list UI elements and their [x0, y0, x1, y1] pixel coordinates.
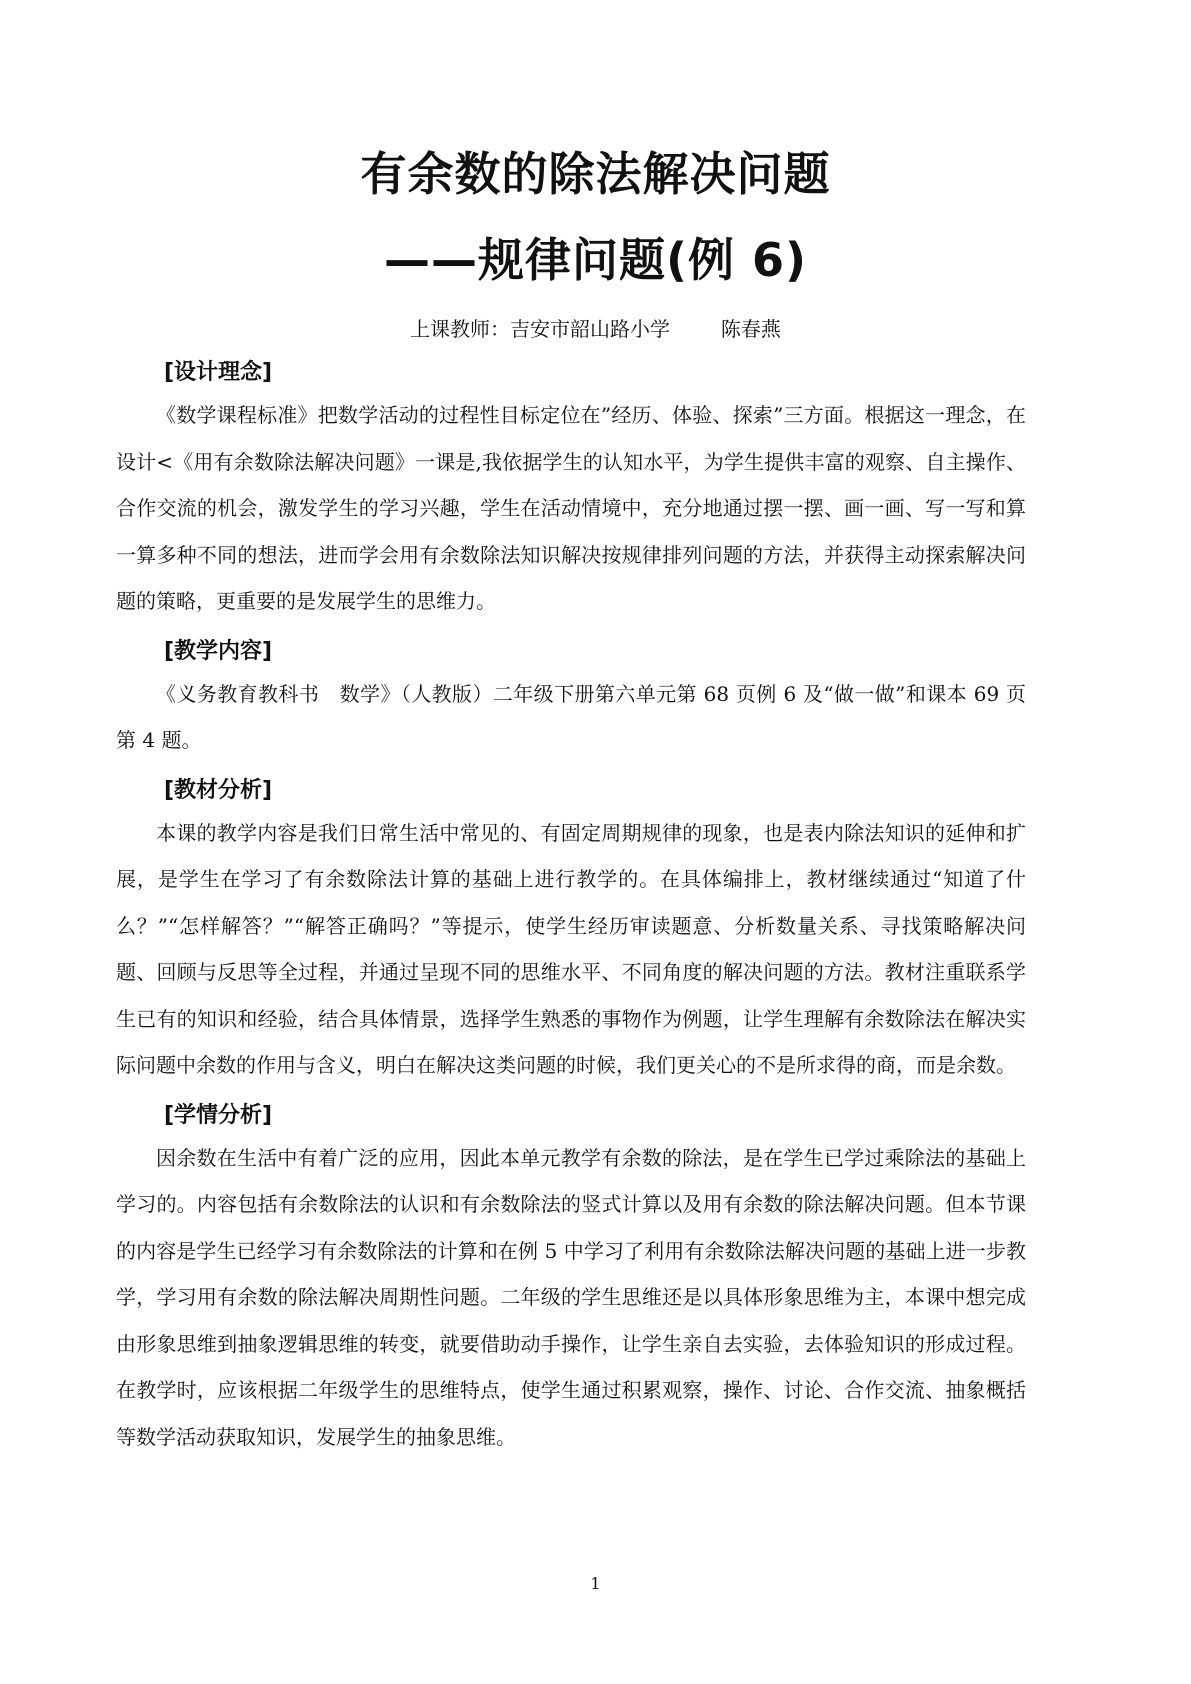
section-heading: [教材分析]: [164, 777, 273, 803]
section-student-analysis: [116, 1097, 1026, 1461]
document-body: [116, 354, 1026, 1468]
section-heading: [学情分析]: [164, 1102, 273, 1128]
section-heading: [教学内容]: [164, 638, 273, 664]
section-paragraph: 《义务教育教科书 数学》（人教版）二年级下册第六单元第 68 页例 6 及“做一做”和课本 69 页第 4 题。: [116, 681, 1026, 752]
section-paragraph: 因余数在生活中有着广泛的应用，因此本单元教学有余数的除法，是在学生已学过乘除法的基础上学习的。内容包括有余数除法的认识和有余数除法的竖式计算以及用有余数的除法解决问题。但本节课的内容是学生已经学习有余数除法的计算和在例 5 中学习了利用有余数除法解决问题的基础上进一步教学，学习用有余数的除法解决周期性问题。二年级的学生思维还是以具体形象思维为主，本课中想完成由形象思维到抽象逻辑思维的转变，就要借助动手操作，让学生亲自去实验，去体验知识的形成过程。在教学时，应该根据二年级学生的思维特点，使学生通过积累观察，操作、讨论、合作交流、抽象概括等数学活动获取知识，发展学生的抽象思维。: [116, 1145, 1026, 1449]
section-textbook-analysis: [116, 772, 1026, 1089]
document-title: 有余数的除法解决问题: [360, 147, 831, 201]
author-line: 上课教师：吉安市韶山路小学 陈春燕: [410, 317, 781, 341]
section-paragraph: 本课的教学内容是我们日常生活中常见的、有固定周期规律的现象，也是表内除法知识的延伸和扩展，是学生在学习了有余数除法计算的基础上进行教学的。在具体编排上，教材继续通过“知道了什么？”“怎样解答？”“解答正确吗？”等提示，使学生经历审读题意、分析数量关系、寻找策略解决问题、回顾与反思等全过程，并通过呈现不同的思维水平、不同角度的解决问题的方法。教材注重联系学生已有的知识和经验，结合具体情景，选择学生熟悉的事物作为例题，让学生理解有余数除法在解决实际问题中余数的作用与含义，明白在解决这类问题的时候，我们更关心的不是所求得的商，而是余数。: [116, 820, 1026, 1077]
section-teaching-content: [116, 633, 1026, 764]
document-subtitle: ——规律问题(例 6): [383, 233, 808, 287]
page-number: 1: [590, 1574, 601, 1593]
section-paragraph: 《数学课程标准》把数学活动的过程性目标定位在”经历、体验、探索”三方面。根据这一理念，在设计<《用有余数除法解决问题》一课是,我依据学生的认知水平，为学生提供丰富的观察、自主操作、合作交流的机会，激发学生的学习兴趣，学生在活动情境中，充分地通过摆一摆、画一画、写一写和算一算多种不同的想法，进而学会用有余数除法知识解决按规律排列问题的方法，并获得主动探索解决问题的策略，更重要的是发展学生的思维力。: [116, 403, 1026, 613]
section-design-concept: [116, 354, 1026, 625]
section-heading: [设计理念]: [164, 360, 273, 385]
